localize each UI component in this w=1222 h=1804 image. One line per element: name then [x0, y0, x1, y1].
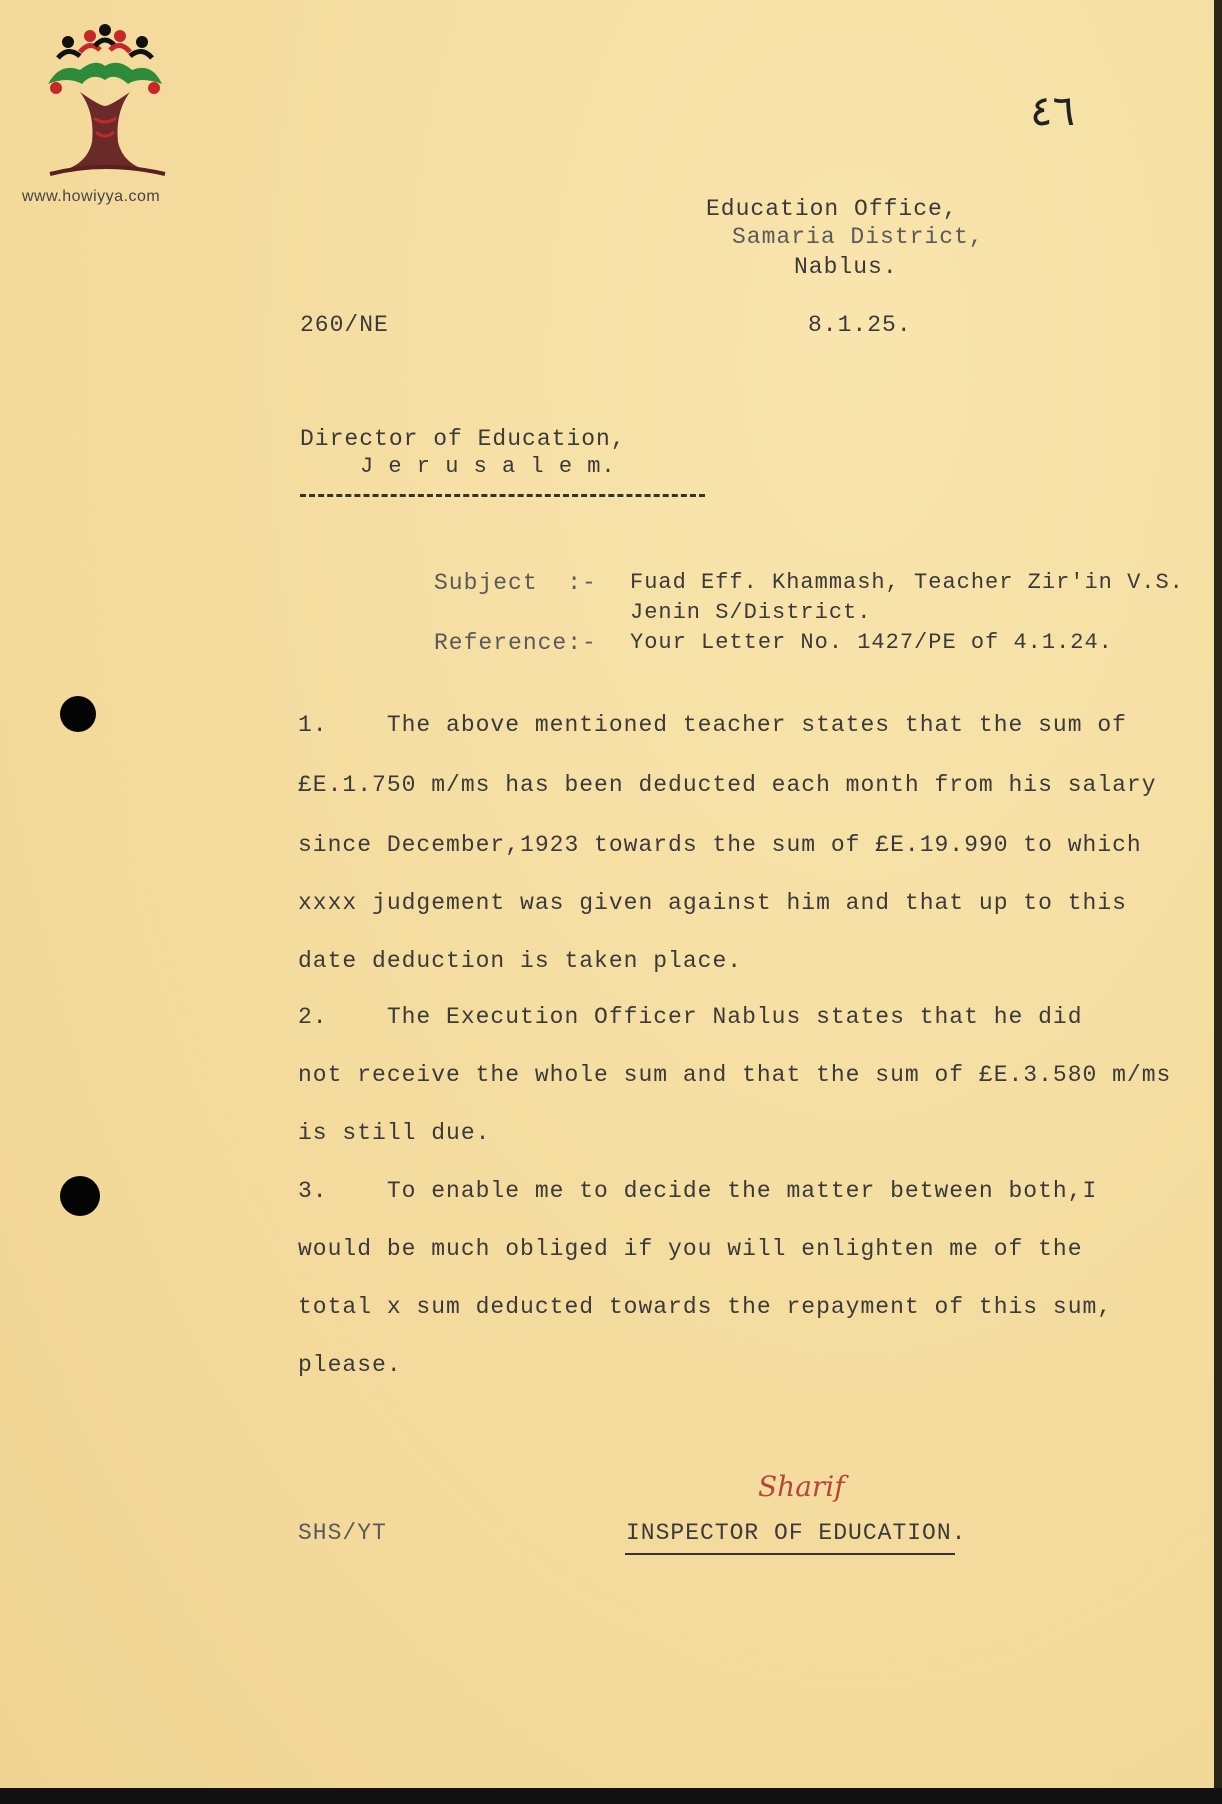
tree-with-people-logo: [40, 22, 170, 182]
paragraph-line: please.: [298, 1352, 402, 1378]
subject-line-1: Fuad Eff. Khammash, Teacher Zir'in V.S.: [630, 570, 1184, 595]
paragraph-line: not receive the whole sum and that the sum of £E.3.580 m/ms: [298, 1062, 1172, 1088]
page-number: ٤٦: [1030, 86, 1076, 135]
divider: [300, 494, 705, 497]
signatory-underline: [625, 1553, 955, 1555]
subject-line-2: Jenin S/District.: [630, 600, 872, 625]
paragraph-line: would be much obliged if you will enlighten me of the: [298, 1236, 1083, 1262]
paragraph-line: £E.1.750 m/ms has been deducted each month from his salary: [298, 772, 1157, 798]
paragraph-line: since December,1923 towards the sum of £E.19.990 to which: [298, 832, 1142, 858]
scan-edge: [0, 1788, 1222, 1804]
paragraph-line: 1. The above mentioned teacher states that the sum of: [298, 712, 1127, 738]
letterhead-town: Nablus.: [794, 254, 898, 280]
letter-date: 8.1.25.: [808, 312, 912, 338]
paragraph-line: date deduction is taken place.: [298, 948, 743, 974]
addressee-title: Director of Education,: [300, 426, 626, 452]
reference-text: Your Letter No. 1427/PE of 4.1.24.: [630, 630, 1113, 655]
website-label[interactable]: www.howiyya.com: [22, 188, 161, 205]
addressee-city: J e r u s a l e m.: [360, 454, 616, 479]
handwritten-signature: Sharif: [758, 1470, 845, 1503]
paragraph-line: total x sum deducted towards the repayment of this sum,: [298, 1294, 1113, 1320]
paragraph-line: 2. The Execution Officer Nablus states that he did: [298, 1004, 1083, 1030]
reference-number: 260/NE: [300, 312, 389, 338]
paragraph-line: 3. To enable me to decide the matter between both,I: [298, 1178, 1098, 1204]
letterhead-district: Samaria District,: [732, 224, 984, 250]
scan-edge: [1214, 0, 1222, 1804]
punch-hole: [60, 1176, 100, 1216]
subject-label: Subject :-: [434, 570, 597, 596]
signatory-title: INSPECTOR OF EDUCATION.: [626, 1520, 967, 1546]
typist-initials: SHS/YT: [298, 1520, 387, 1546]
paragraph-line: is still due.: [298, 1120, 491, 1146]
letterhead-office: Education Office,: [706, 196, 958, 222]
paragraph-line: xxxx judgement was given against him and that up to this: [298, 890, 1127, 916]
punch-hole: [60, 696, 96, 732]
reference-label: Reference:-: [434, 630, 597, 656]
